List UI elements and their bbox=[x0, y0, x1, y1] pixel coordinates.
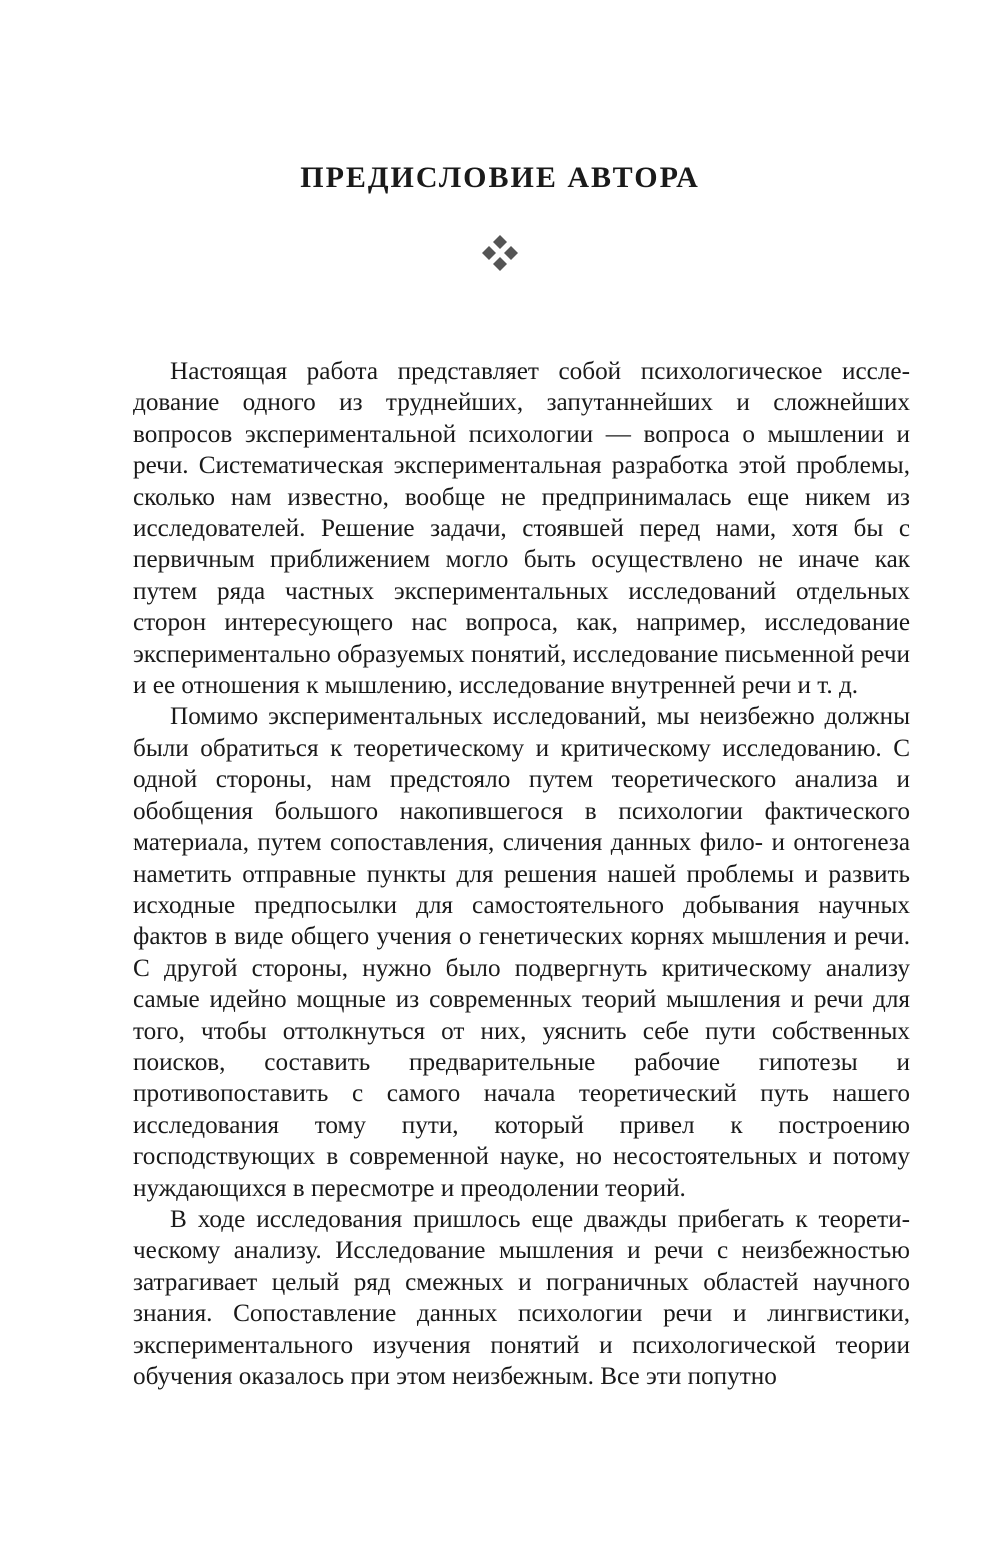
paragraph-3: В ходе исследования пришлось еще дважды прибегать к теоретическому анализу. Исследование мышления и речи с неизбежностью затрагивает целый ряд смежных и пограничных областей научного знания. Сопоставление данных психологии речи и лингвистики, экспериментального изучения понятий и психологической теории обучения оказалось при этом неизбежным. Все эти попутно bbox=[133, 1205, 910, 1390]
body-text bbox=[133, 356, 910, 1392]
four-diamond-ornament-icon bbox=[480, 233, 520, 273]
ornament-diamond-right bbox=[504, 246, 518, 260]
ornament-diamond-left bbox=[482, 246, 496, 260]
ornament-diamond-top bbox=[493, 235, 507, 249]
chapter-title: ПРЕДИСЛОВИЕ АВТОРА bbox=[300, 161, 700, 194]
ornament-diamond-bottom bbox=[493, 257, 507, 271]
paragraph-1: Настоящая работа представляет собой психологическое исследование одного из труднейших, запутаннейших и сложнейших вопросов экспериментальной психологии — вопроса о мышлении и речи. Систематическая экспериментальная разработка этой проблемы, сколько нам известно, вообще не предпринималась еще никем из исследователей. Решение задачи, стоявшей перед нами, хотя бы с первичным приближением могло быть осуществлено не иначе как путем ряда частных экспериментальных исследований отдельных сторон интересующего нас вопроса, как, например, исследование экспериментально образуемых понятий, исследование письменной речи и ее отношения к мышлению, исследование внутренней речи и т. д. bbox=[133, 358, 910, 700]
paragraph-2: Помимо экспериментальных исследований, мы неизбежно должны были обратиться к теоретическому и критическому исследованию. С одной стороны, нам предстояло путем теоретического анализа и обобщения большого накопившегося в психологии фактического материала, путем сопоставления, сличения данных фило- и онтогенеза наметить отправные пункты для решения нашей проблемы и развить исходные предпосылки для самостоятельного добывания научных фактов в виде общего учения о генетических корнях мышления и речи. С другой стороны, нужно было подвергнуть критическому анализу самые идейно мощные из современных теорий мышления и речи для того, чтобы оттолкнуться от них, уяснить себе пути собственных поисков, составить предварительные рабочие гипотезы и противопоставить с самого начала теоретический путь нашего исследования тому пути, который привел к построению господствующих в современной науке, но несостоятельных и потому нуждающихся в пересмотре и преодолении теорий. bbox=[133, 703, 910, 1202]
